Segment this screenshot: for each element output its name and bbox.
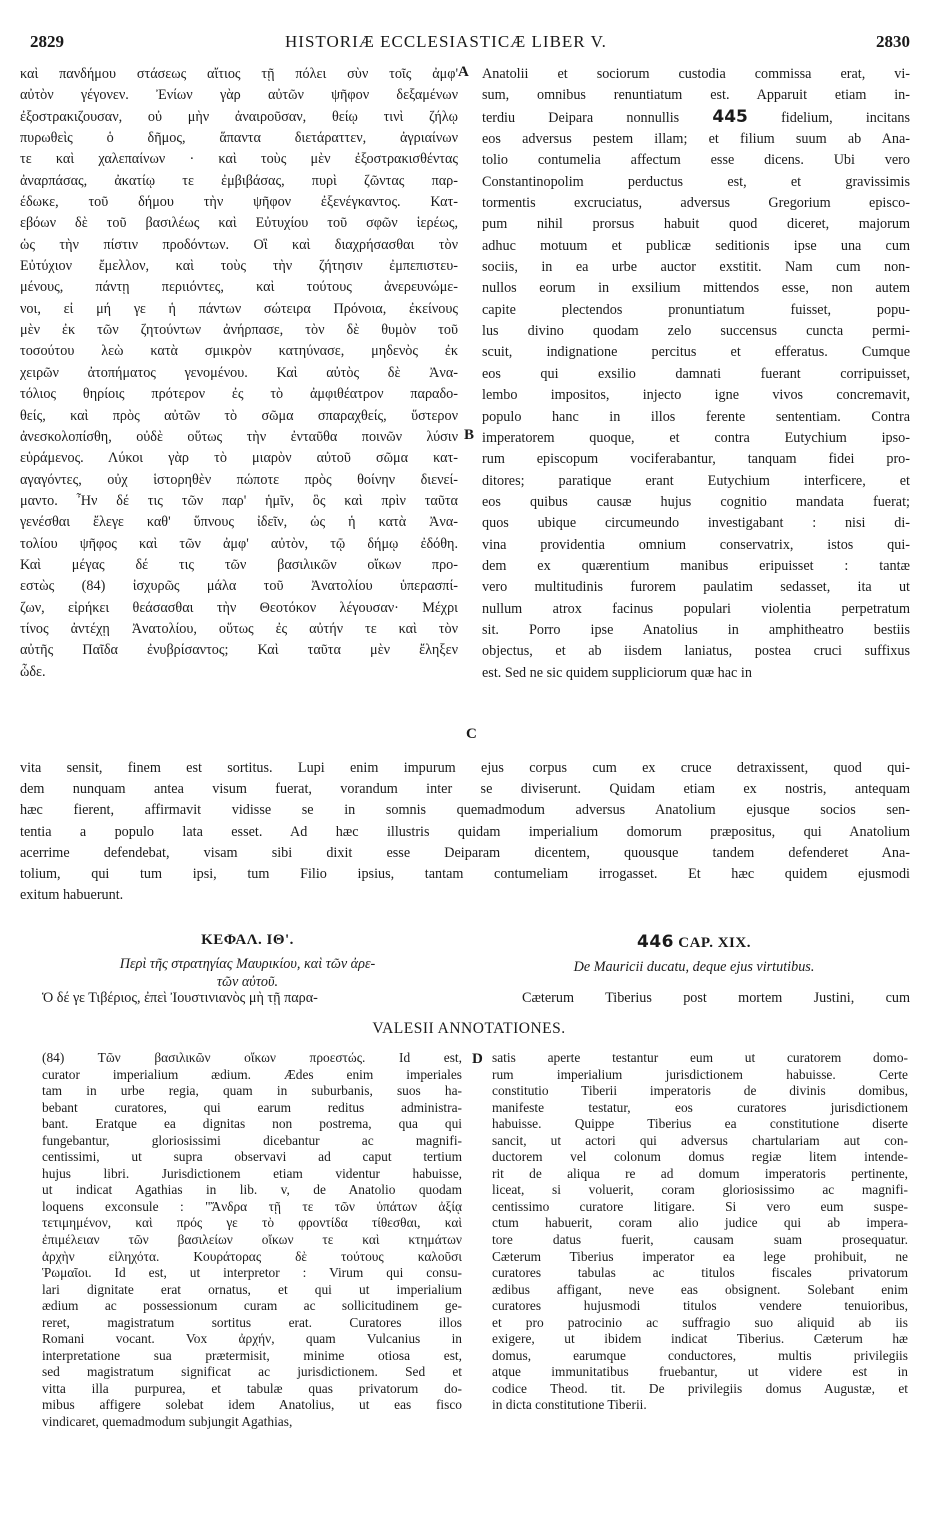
annotation-line: curator imperialium ædium. Ædes enim imperiales: [42, 1066, 462, 1082]
latin-text-line: lus divino quodam zelo succensus cuncta permi-: [482, 323, 910, 340]
annotation-line: satis aperte testantur eum ut curatorem domo-: [492, 1050, 908, 1065]
annotation-line: tore datus fuerit, causam suam prosequatur.: [492, 1232, 908, 1248]
greek-chapter-first-line: Ὁ δέ γε Τιβέριος, ἐπεὶ Ἰουστινιανὸς μὴ τῇ παρα-: [42, 990, 318, 1006]
greek-text-line: θείς, καὶ πρὸς αὐτῶν τὸ σῶμα σπαραχθείς, ὕστερον: [20, 407, 458, 424]
greek-text-line: ἀναρπάσας, ἀκατίῳ τε ἐμβιβάσας, πυρὶ ζῶντας παρ-: [20, 172, 458, 189]
latin-continuation-line: hæc fierent, affirmavit vidisse se in somnis quemadmodum adversus Anatolium ejusque socios sen-: [20, 802, 910, 819]
greek-text-line: μαντο. Ἦν δέ τις τῶν παρ' ἡμῖν, ὃς καὶ πρὶν ταῦτα: [20, 492, 458, 509]
greek-chapter-subtitle-line-1: Περὶ τῆς στρατηγίας Μαυρικίου, καὶ τῶν ἀρε-: [119, 956, 376, 972]
latin-continuation-line: tolium, qui tum ipsi, tum Filio ipsius, tantam contumeliam irrogasset. Et hæc quidem ejusmodi: [20, 866, 910, 883]
annotation-line: codice Theod. tit. De privilegiis domus Augustæ, et: [492, 1380, 908, 1396]
latin-text-line: quos ubique circumeundo investigabant : nisi di-: [482, 515, 910, 532]
latin-continuation-text: [20, 758, 910, 906]
annotation-line: liceat, si voluerit, coram gloriosissimo ac magnifi-: [492, 1182, 908, 1198]
latin-text-line: objectus, et ab iisdem laniatus, postea cruci suffixus: [482, 643, 910, 660]
greek-text-line: τε καὶ χαλεπαίνων · καὶ τοὺς μὲν ἐξοστρακισθέντας: [20, 151, 458, 168]
annotation-line: interpretatione sua prætermisit, minime otiosa est,: [42, 1347, 462, 1363]
margin-marker-b: B: [464, 427, 475, 443]
annotation-line: centissimi, ut supra observavi ad caput tertium: [42, 1149, 462, 1165]
latin-chapter-label: CAP. XIX.: [678, 935, 751, 951]
latin-text-line: vero multitudinis furorem paulatim sedasset, ita ut: [482, 579, 910, 596]
latin-text-line: capite plectendos pronuntiatum fuisset, popu-: [482, 301, 910, 318]
greek-chapter-subtitle: [20, 955, 475, 991]
annotation-line: vitta illa purpurea, et tabulæ quas privatorum do-: [42, 1380, 462, 1396]
annotation-line: centissimo curatore litigare. Si vero eum suspe-: [492, 1198, 908, 1214]
latin-text-line: imperatorem quoque, et contra Eutychium ipso-: [482, 429, 910, 446]
annotation-line: bebant curatores, qui earum reditus administra-: [42, 1099, 462, 1115]
section-number-445: 445: [712, 106, 748, 127]
greek-text-line: τόλιος θηρίοις πρότερον ἐς τὸ ἀμφιθέατρον παραδο-: [20, 386, 458, 403]
latin-text-line: nullum atrox facinus populari violentia perpetratum: [482, 600, 910, 617]
annotation-line: loquens exconsule : "Ἄνδρα τῇ τε τῶν ὑπάτων ἀξίᾳ: [42, 1198, 462, 1214]
latin-text-line: tormentis excruciatus, adversus Gregorium episco-: [482, 195, 910, 212]
latin-continuation-line: tentia a populo lata esset. Ad hæc illustris quidam imperialium domorum præpositus, qui Anatolium: [20, 823, 910, 840]
annotation-line: domus, earumque conductores, multis privilegiis: [492, 1347, 908, 1363]
annotation-line: ut indicat Agathias in lib. v, de Anatolio quodam: [42, 1182, 462, 1198]
section-number-446: 446: [637, 932, 675, 952]
latin-chapter-first-line: Cæterum Tiberius post mortem Justini, cum: [522, 990, 910, 1006]
annotation-line: rum imperialium jurisdictionem habuisse. Certe: [492, 1066, 908, 1082]
annotation-line: rit de aliqua re ad domum imperatoris pertinente,: [492, 1165, 908, 1181]
annotation-line: vindicaret, quemadmodum subjungit Agathias,: [42, 1414, 293, 1430]
latin-text-line: eos qui exsilio damnati fuerant corripuisset,: [482, 365, 910, 382]
annotation-line: constitutio Tiberii imperatoris de divinis domibus,: [492, 1083, 908, 1099]
annotation-line: lari dignitate erat ornatus, et qui ut imperialium: [42, 1281, 462, 1297]
latin-text-line: dem ex quærentium manibus eripuisset : tantæ: [482, 557, 910, 574]
greek-text-line: εβόων δὲ τοῦ βασιλέως καὶ Εὐτυχίου τοῦ σφῶν ἱερέως,: [20, 215, 458, 232]
annotation-line: et pro patrocinio ac suffragio suo aliquid ab iis: [492, 1314, 908, 1330]
greek-text-line: εστὼς (84) ἰσχυρῶς μάλα τοῦ Ἀνατολίου ὑπερασπί-: [20, 578, 458, 595]
greek-text-line: αὐτὸν γέγονεν. Ἐνίων γὰρ αὐτῶν ψῆφον δεξαμένων: [20, 87, 458, 104]
latin-text-line: Anatolii et sociorum custodia commissa erat, vi-: [482, 66, 910, 82]
greek-text-line: ἐξοστρακιζουσαν, οὐ μὴν ἀναιροῦσαν, θείῳ τινὶ ζήλῳ: [20, 108, 458, 125]
latin-text-line: lembo impositos, injecto igne vivos concremavit,: [482, 387, 910, 404]
latin-continuation-line: acerrime defendebat, visam sibi dixit esse Deiparam dicentem, quousque tandem defenderet Ana-: [20, 844, 910, 861]
greek-text-line: αὐτῆς Παῖδα ἐνυβρίσαντος; Καὶ ταῦτα μὲν ἔληξεν: [20, 642, 458, 659]
latin-text-line: Constantinopolim perductus est, et gravissimis: [482, 173, 910, 190]
margin-marker-a: A: [458, 64, 469, 80]
latin-text-line: vina providentia omnium conservatrix, istos qui-: [482, 536, 910, 553]
annotation-line: sancit, ut actori qui adversus chartulariam aut con-: [492, 1132, 908, 1148]
annotation-line: fungebantur, gloriosissimi dicebantur ac magnifi-: [42, 1132, 462, 1148]
greek-text-line: καὶ πανδήμου στάσεως αἴτιος τῇ πόλει σὺν τοῖς ἀμφ': [20, 66, 458, 82]
greek-chapter-heading: [20, 932, 475, 991]
latin-text-line: est. Sed ne sic quidem suppliciorum quæ hac in: [482, 664, 752, 681]
latin-chapter-subtitle: De Mauricii ducatu, deque ejus virtutibus.: [573, 959, 815, 975]
annotation-line: exigere, ut ibidem indicat Tiberius. Cæterum hæ: [492, 1331, 908, 1347]
greek-text-line: πυρωθεὶς ὁ δῆμος, ἅπαντα διετάραττεν, ἀγριαίνων: [20, 130, 458, 147]
latin-chapter-heading: [478, 932, 910, 976]
latin-text-line: tolio contumelia affectum esse dicens. Ubi vero: [482, 152, 910, 169]
latin-continuation-line: dem nunquam antea visum fuerat, vorandum inter se diviserunt. Quidam etiam ex nostris, antequam: [20, 781, 910, 798]
annotation-line: mibus affigere solebat idem Anatolius, ut eas fisco: [42, 1397, 462, 1413]
annotation-line: in dicta constitutione Tiberii.: [492, 1397, 647, 1413]
annotations-heading: VALESII ANNOTATIONES.: [372, 1020, 566, 1037]
annotation-line: ἐπιμέλειαν τῶν βασιλείων οἴκων τε καὶ κτημάτων: [42, 1232, 462, 1248]
latin-chapter-title: [478, 932, 910, 952]
latin-continuation-line: exitum habuerunt.: [20, 887, 124, 904]
annotation-line: habuisse. Quippe Tiberius ea constitutione diserte: [492, 1116, 908, 1132]
latin-text-line: adhuc motuum et publicæ seditionis ipse una cum: [482, 237, 910, 254]
annotation-line: Romani vocant. Vox ἀρχήν, quam Vulcanius in: [42, 1331, 462, 1347]
greek-text-line: Καὶ μέγας δέ τις τῶν βασιλικῶν οἴκων προ-: [20, 556, 458, 573]
annotation-line: manifeste testatur, eos curatores jurisdictionem: [492, 1099, 908, 1115]
greek-text-line: αγαγόντες, οὐχ ἱστορηθὲν πώποτε πρὸς θοίνην διενεί-: [20, 471, 458, 488]
page-number-left: 2829: [30, 32, 64, 51]
latin-text-column: [482, 64, 910, 684]
annotation-line: ductorem vel colonum domus regiæ litem intende-: [492, 1149, 908, 1165]
greek-text-line: ὧδε.: [20, 663, 46, 680]
greek-text-line: ζων, εἰρήκει θεάσασθαι τὴν Θεοτόκον λέγουσαν· Μέχρι: [20, 599, 458, 616]
annotations-right-column: [492, 1050, 908, 1414]
greek-text-line: χειρῶν ἀτοπήματος γενομένου. Καὶ αὐτὸς δὲ Ἀνα-: [20, 364, 458, 381]
annotation-line: Ῥωμαῖοι. Id est, ut interpretor : Virum qui consu-: [42, 1265, 462, 1281]
greek-text-line: νοι, εἰ μή γε ἡ πάντων σώτειρα Πρόνοια, ἐκείνους: [20, 300, 458, 317]
greek-text-line: έδωκε, τοῦ δήμου τὴν ψῆφον ἐξενέγκαντος. Κατ-: [20, 194, 458, 211]
greek-text-line: τοσούτου λεὼ κατὰ σμικρὸν κατηύνασε, μηδενὸς ἐκ: [20, 343, 458, 360]
annotation-line: reret, magistratum sortitus erat. Curatores illos: [42, 1314, 462, 1330]
annotation-line: hujus libri. Jurisdictionem etiam videntur habuisse,: [42, 1165, 462, 1181]
greek-text-column: [20, 64, 458, 683]
greek-text-line: τίνος ἀντέχῃ Ἀνατολίου, οὕτως ἐς αὐτήν τε καὶ τὸν: [20, 620, 458, 637]
greek-chapter-title: ΚΕΦΑΛ. ΙΘ'.: [201, 932, 294, 948]
latin-text-line: ditores; paratique erant Eutychium interficere, et: [482, 472, 910, 489]
greek-text-line: τολίου ψῆφος καὶ τῶν ἀμφ' αὐτὸν, τῷ δήμῳ ἐδόθη.: [20, 535, 458, 552]
latin-continuation-line: vita sensit, finem est sortitus. Lupi enim impurum ejus corpus cum ex cruce detraxissent, quod qui-: [20, 760, 910, 776]
latin-text-line: eos adversus pestem illam; et filium suum ab Ana-: [482, 131, 910, 148]
latin-text-line: terdiu Deipara nonnullis 445 fidelium, incitans: [482, 106, 910, 127]
annotation-line: Cæterum Tiberius imperator ea lege prohibuit, ne: [492, 1248, 908, 1264]
margin-marker-c: C: [466, 726, 477, 742]
latin-text-line: pum nihil prorsus habuit quod diceret, majorum: [482, 216, 910, 233]
greek-chapter-subtitle-line-2: τῶν αὐτοῦ.: [216, 974, 279, 990]
annotation-line: (84) Τῶν βασιλικῶν οἴκων προεστώς. Id est,: [42, 1050, 462, 1065]
annotation-line: bant. Eratque ea dignitas non postrema, qua qui: [42, 1116, 462, 1132]
annotation-line: ædibus affigant, neve eas obsignent. Solebant enim: [492, 1281, 908, 1297]
latin-text-line: scuit, indignatione percitus et efferatus. Cumque: [482, 344, 910, 361]
greek-text-line: ὡς τὴν πίστιν προδόντων. Οἳ καὶ διαχρήσασθαι τὸν: [20, 236, 458, 253]
annotation-line: ctum habuerit, coram alio judice qui ab impera-: [492, 1215, 908, 1231]
latin-text-line: sit. Porro ipse Anatolius in amphitheatro bestiis: [482, 621, 910, 638]
greek-text-line: γενέσθαι ἔλεγε καθ' ὕπνους ἰδεῖν, ὡς ἡ κατὰ Ἀνα-: [20, 514, 458, 531]
annotation-line: atque immunitatibus fruebantur, ut videre est in: [492, 1364, 908, 1380]
latin-text-line: populo hanc in illos ferente sententiam. Contra: [482, 408, 910, 425]
annotation-line: ædium ac possessionum curam ac sollicitudinem ge-: [42, 1298, 462, 1314]
annotation-line: sed magistratum significat ac jurisdictionem. Sed et: [42, 1364, 462, 1380]
greek-text-line: μένους, πάντῃ περιιόντες, καὶ τούτους ἀνερευνώμε-: [20, 279, 458, 296]
greek-text-line: Εὐτύχιον ἔμελλον, καὶ τοὺς τὴν ζήτησιν ἐμπεπιστευ-: [20, 258, 458, 275]
greek-text-line: εὑράμενος. Λύκοι γὰρ τὸ μιαρὸν αὐτοῦ σῶμα κατ-: [20, 450, 458, 467]
margin-marker-d: D: [472, 1051, 483, 1067]
latin-text-line: eos quibus causæ hujus cognitio mandata fuerat;: [482, 493, 910, 510]
greek-text-line: ἀνεσκολοπίσθη, οὐδὲ οὕτως τὴν ἐνταῦθα ποινῶν λύσιν: [20, 428, 458, 445]
annotation-line: tam in urbe regia, quam in suburbanis, suos ha-: [42, 1083, 462, 1099]
greek-text-line: μὲν ἐκ τῶν ζητούντων ἀνήρπασε, τὸν δὲ θυμὸν τοῦ: [20, 322, 458, 339]
page-number-right: 2830: [876, 32, 910, 51]
annotation-line: τετιμημένον, καὶ πρός γε τὸ φροντίδα τίθεσθαι, καὶ: [42, 1215, 462, 1231]
running-title: HISTORIÆ ECCLESIASTICÆ LIBER V.: [285, 32, 607, 51]
annotation-line: curatores hujusmodi titulos vendere tenuioribus,: [492, 1298, 908, 1314]
latin-text-line: sociis, in ea urbe auctor exstitit. Nam cum non-: [482, 259, 910, 276]
latin-text-line: nullos eorum in exsilium mittendos esse, non autem: [482, 280, 910, 297]
annotations-left-column: [42, 1050, 462, 1431]
annotation-line: curatores tabulas ac titulos fiscales privatorum: [492, 1265, 908, 1281]
latin-text-line: sum, omnibus renuntiatum est. Apparuit etiam in-: [482, 87, 910, 104]
annotation-line: ἀρχὴν εἰληχότα. Κουράτορας δὲ τούτους καλοῦσι: [42, 1248, 462, 1264]
latin-text-line: rum episcopum vociferabantur, tanquam fidei pro-: [482, 451, 910, 468]
